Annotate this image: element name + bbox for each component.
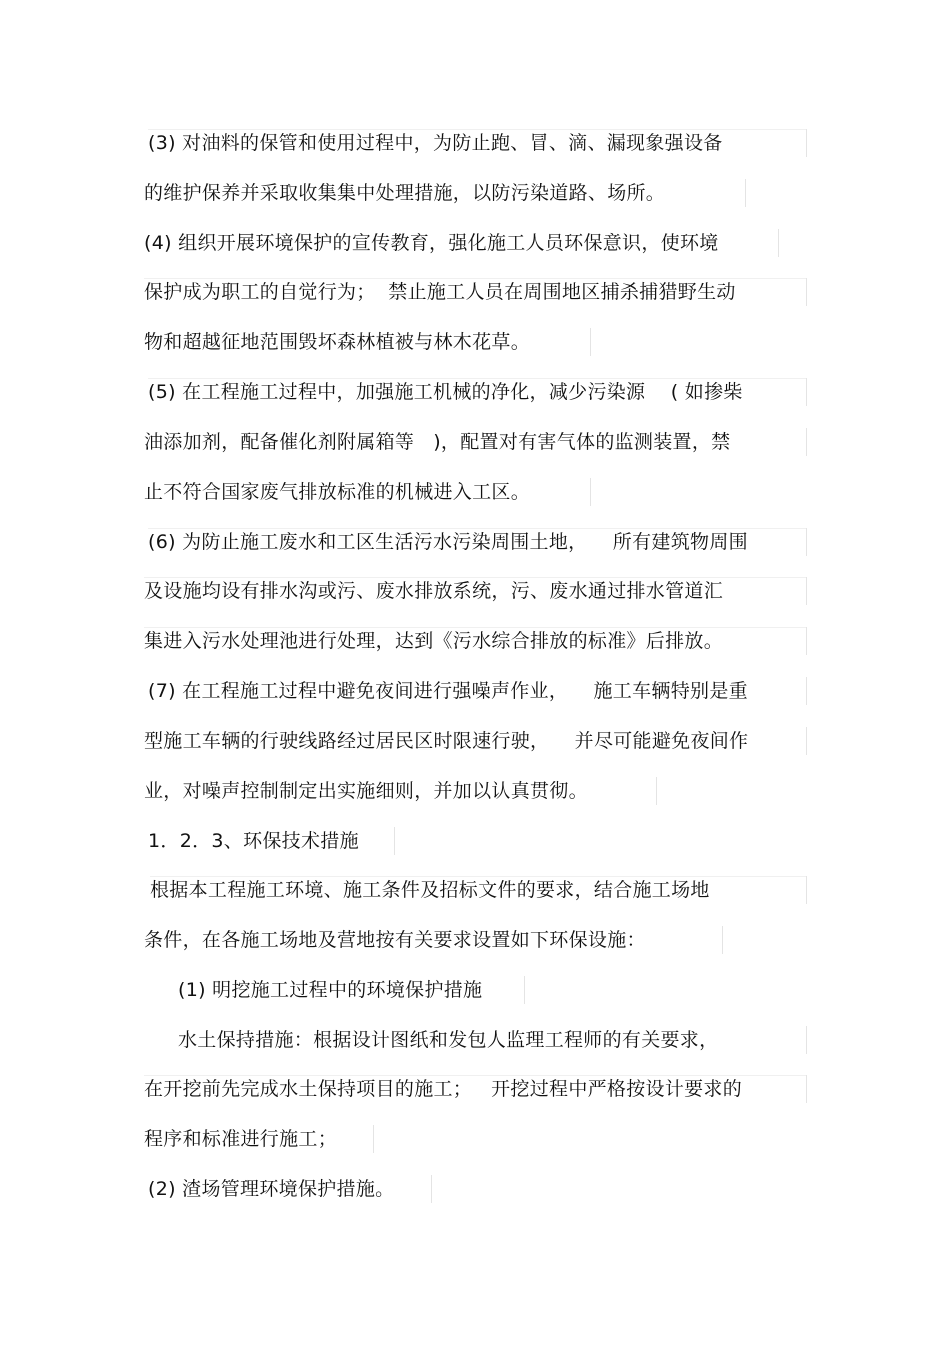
text-line: 程序和标准进行施工； xyxy=(144,1125,373,1153)
text-line: 水土保持措施：根据设计图纸和发包人监理工程师的有关要求， xyxy=(178,1026,806,1054)
text-line: 根据本工程施工环境、施工条件及招标文件的要求，结合施工场地 xyxy=(150,876,806,904)
text-line: 业，对噪声控制制定出实施细则，并加以认真贯彻。 xyxy=(144,777,656,805)
text-line: 集进入污水处理池进行处理，达到《污水综合排放的标准》后排放。 xyxy=(144,627,806,655)
section-heading: 1．2．3、环保技术措施 xyxy=(148,827,394,855)
text-line: (1) 明挖施工过程中的环境保护措施 xyxy=(178,976,524,1004)
text-line: (5) 在工程施工过程中，加强施工机械的净化，减少污染源 ( 如掺柴 xyxy=(148,378,806,406)
text-line: 止不符合国家废气排放标准的机械进入工区。 xyxy=(144,478,590,506)
text-line: 油添加剂，配备催化剂附属箱等 )，配置对有害气体的监测装置，禁 xyxy=(144,428,806,456)
text-line: 保护成为职工的自觉行为； 禁止施工人员在周围地区捕杀捕猎野生动 xyxy=(144,278,806,306)
text-line: 的维护保养并采取收集集中处理措施，以防污染道路、场所。 xyxy=(144,179,745,207)
text-line: (6) 为防止施工废水和工区生活污水污染周围土地， 所有建筑物周围 xyxy=(148,528,806,556)
text-line: (7) 在工程施工过程中避免夜间进行强噪声作业， 施工车辆特别是重 xyxy=(148,677,806,705)
text-line: (2) 渣场管理环境保护措施。 xyxy=(148,1175,431,1203)
text-line: 在开挖前先完成水土保持项目的施工； 开挖过程中严格按设计要求的 xyxy=(144,1075,806,1103)
text-line: (4) 组织开展环境保护的宣传教育，强化施工人员环保意识，使环境 xyxy=(144,229,778,257)
text-line: 型施工车辆的行驶线路经过居民区时限速行驶， 并尽可能避免夜间作 xyxy=(144,727,806,755)
text-line: 及设施均设有排水沟或污、废水排放系统，污、废水通过排水管道汇 xyxy=(144,577,806,605)
text-line: (3) 对油料的保管和使用过程中，为防止跑、冒、滴、漏现象强设备 xyxy=(148,129,806,157)
text-line: 物和超越征地范围毁坏森林植被与林木花草。 xyxy=(144,328,590,356)
text-line: 条件，在各施工场地及营地按有关要求设置如下环保设施： xyxy=(144,926,722,954)
